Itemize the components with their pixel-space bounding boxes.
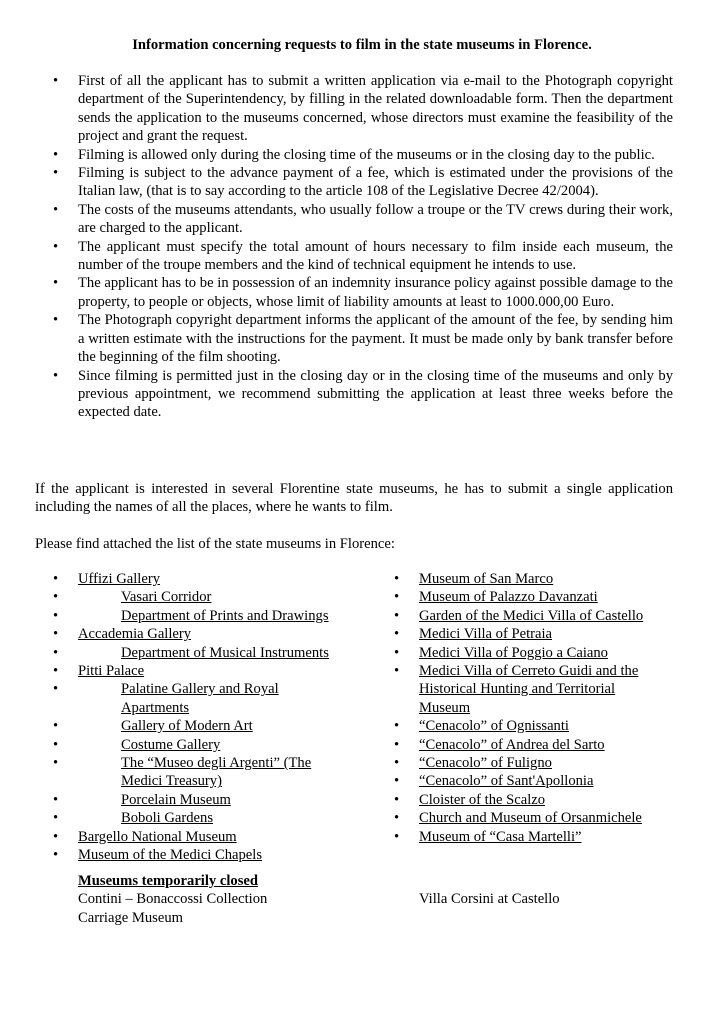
closed-museum-item: Villa Corsini at Castello	[419, 891, 560, 907]
museum-link[interactable]: • Pitti Palace	[35, 662, 355, 680]
list-item: • The costs of the museums attendants, who usually follow a troupe or the TV crews during their work, are charged to the applicant.	[35, 201, 673, 238]
museum-link[interactable]: • Museum of “Casa Martelli”	[376, 828, 676, 846]
museum-link[interactable]: • Cloister of the Scalzo	[376, 791, 676, 809]
museums-right-list	[376, 570, 676, 846]
museum-link[interactable]: • Medici Villa of Poggio a Caiano	[376, 644, 676, 662]
museum-link[interactable]: • Department of Musical Instruments	[35, 644, 355, 662]
museum-link[interactable]: • Palatine Gallery and Royal Apartments	[35, 680, 316, 717]
requirements-list	[35, 72, 673, 422]
closed-museum-item: Contini – Bonaccossi Collection	[78, 891, 268, 908]
list-item: • Filming is subject to the advance payment of a fee, which is estimated under the provisions of the Italian law, (that is to say according to the article 108 of the Legislative Decree 42/2004).	[35, 164, 673, 201]
museum-link[interactable]: • Vasari Corridor	[35, 588, 355, 606]
single-application-paragraph: If the applicant is interested in several Florentine state museums, he has to submit a single application including the names of all the places, where he wants to film.	[35, 481, 673, 516]
closed-museums-heading: Museums temporarily closed	[78, 873, 258, 889]
museum-link[interactable]: • Uffizi Gallery	[35, 570, 355, 588]
museum-link[interactable]: • Gallery of Modern Art	[35, 717, 355, 735]
museum-link[interactable]: • “Cenacolo” of Andrea del Sarto	[376, 736, 676, 754]
museum-link[interactable]: • Museum of San Marco	[376, 570, 676, 588]
list-item: • The Photograph copyright department informs the applicant of the amount of the fee, by sending him a written estimate with the instructions for the payment. It must be made only by bank transfer before the beginning of the film shooting.	[35, 311, 673, 366]
museum-link[interactable]: • Accademia Gallery	[35, 625, 355, 643]
museum-link[interactable]: • Department of Prints and Drawings	[35, 607, 355, 625]
list-item: • Since filming is permitted just in the closing day or in the closing time of the museums and only by previous appointment, we recommend submitting the application at least three weeks before the expected date.	[35, 367, 673, 422]
museum-link[interactable]: • Costume Gallery	[35, 736, 355, 754]
museum-link[interactable]: • “Cenacolo” of Fuligno	[376, 754, 676, 772]
page-title: Information concerning requests to film in the state museums in Florence.	[132, 37, 592, 53]
museum-link[interactable]: • Museum of the Medici Chapels	[35, 846, 355, 864]
museum-link[interactable]: • Church and Museum of Orsanmichele	[376, 809, 676, 827]
museum-link[interactable]: • “Cenacolo” of Ognissanti	[376, 717, 676, 735]
closed-museums-section	[78, 872, 267, 927]
list-item: • First of all the applicant has to submit a written application via e-mail to the Photograph copyright department of the Superintendency, by filling in the related downloadable form. Then the department sends the application to the museums concerned, whose directors must examine the feasibility of the project and grant the request.	[35, 72, 673, 146]
museum-link[interactable]: • Medici Villa of Petraia	[376, 625, 676, 643]
closed-museum-item: Carriage Museum	[78, 909, 183, 926]
museum-link[interactable]: • The “Museo degli Argenti” (The Medici Treasury)	[35, 754, 321, 791]
list-item: • Filming is allowed only during the closing time of the museums or in the closing day to the public.	[35, 146, 673, 164]
museum-list-intro: Please find attached the list of the state museums in Florence:	[35, 536, 395, 552]
museum-link[interactable]: • Garden of the Medici Villa of Castello	[376, 607, 676, 625]
list-item: • The applicant must specify the total amount of hours necessary to film inside each museum, the number of the troupe members and the kind of technical equipment he intends to use.	[35, 238, 673, 275]
museum-link[interactable]: • Porcelain Museum	[35, 791, 355, 809]
museum-link[interactable]: • Bargello National Museum	[35, 828, 355, 846]
museum-link[interactable]: • Medici Villa of Cerreto Guidi and the Historical Hunting and Territorial Museum	[376, 662, 643, 717]
museum-link[interactable]: • Museum of Palazzo Davanzati	[376, 588, 676, 606]
museum-link[interactable]: • “Cenacolo” of Sant'Apollonia	[376, 772, 676, 790]
museum-link[interactable]: • Boboli Gardens	[35, 809, 355, 827]
museums-left-list	[35, 570, 355, 865]
list-item: • The applicant has to be in possession of an indemnity insurance policy against possible damage to the property, to people or objects, whose limit of liability amounts at least to 1000.000,00 Euro.	[35, 274, 673, 311]
